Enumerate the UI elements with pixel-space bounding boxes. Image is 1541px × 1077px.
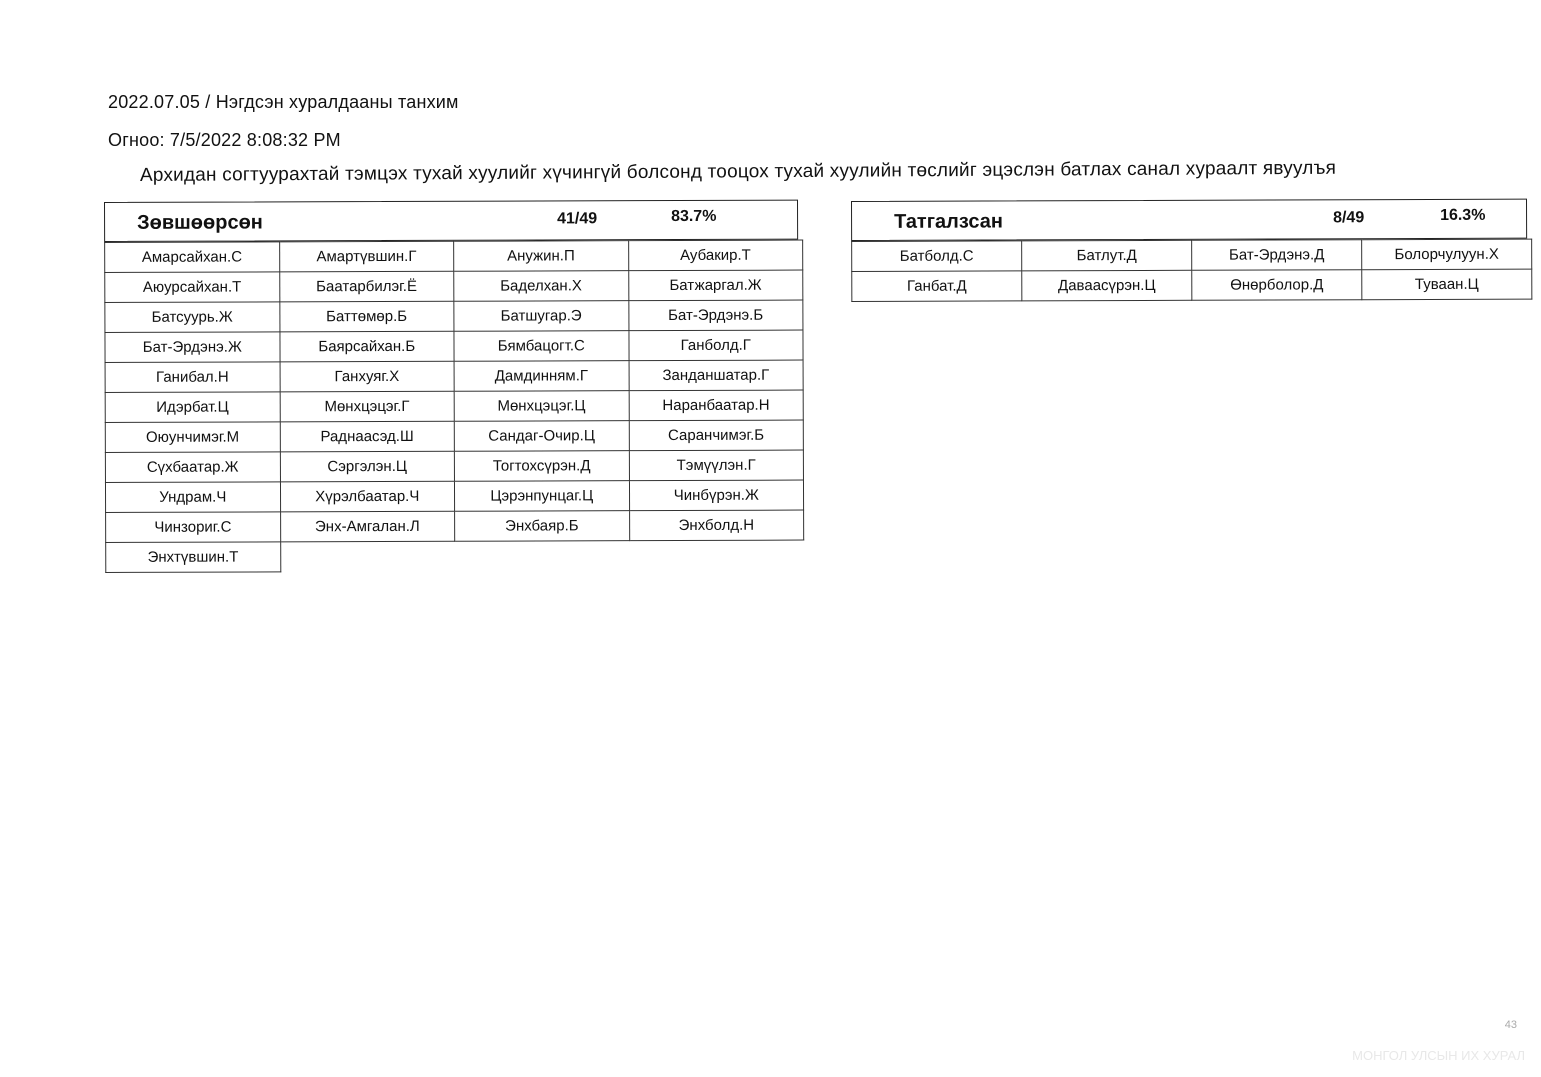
member-name-cell: Амартүвшин.Г (279, 241, 454, 272)
member-name-cell: Хүрэлбаатар.Ч (280, 481, 455, 512)
member-name-cell: Дамдинням.Г (454, 361, 629, 392)
table-row (852, 239, 1532, 271)
member-name-cell: Баатарбилэг.Ё (279, 271, 454, 302)
member-name-cell: Сэргэлэн.Ц (280, 451, 455, 482)
member-name-cell: Ганибал.Н (105, 362, 280, 393)
member-name-cell: Раднаасэд.Ш (280, 421, 455, 452)
session-title: 2022.07.05 / Нэгдсэн хуралдааны танхим (108, 92, 459, 112)
member-name-cell: Аубакир.Т (628, 240, 803, 271)
member-name-cell: Болорчулуун.Х (1362, 239, 1532, 270)
member-name-cell: Бямбацогт.С (454, 331, 629, 362)
member-name-cell: Ундрам.Ч (105, 482, 280, 513)
member-name-cell: Бат-Эрдэнэ.Б (628, 300, 803, 331)
table-row (105, 270, 803, 302)
table-row (852, 269, 1532, 301)
member-name-cell: Чинбүрэн.Ж (629, 480, 804, 511)
table-row (105, 420, 803, 452)
member-name-cell: Тогтохсүрэн.Д (454, 451, 629, 482)
member-name-cell: Сүхбаатар.Ж (105, 452, 280, 483)
vote-date: Огноо: 7/5/2022 8:08:32 PM (108, 130, 341, 150)
member-name-cell: Баделхан.Х (454, 271, 629, 302)
member-name-cell: Батлут.Д (1022, 240, 1192, 271)
member-name-cell: Занданшатар.Г (629, 360, 804, 391)
member-name-cell: Мөнхцэцэг.Ц (454, 391, 629, 422)
table-row (105, 480, 803, 512)
table-row (106, 540, 804, 572)
rejected-count: 8/49 (1333, 209, 1365, 227)
motion-text: Архидан согтуурахтай тэмцэх тухай хуулийг хүчингүй болсонд тооцох тухай хуулийн төслийг эцэслэн батлах санал хураалт явуулъя (139, 157, 1337, 186)
member-name-cell: Энхтүвшин.Т (106, 542, 281, 573)
table-row (105, 330, 803, 362)
empty-cell (280, 541, 455, 572)
empty-cell (629, 540, 804, 571)
table-row (105, 390, 803, 422)
approved-percent: 83.7% (671, 207, 717, 226)
approved-title: Зөвшөөрсөн (137, 211, 263, 234)
page-number: 43 (1504, 1019, 1517, 1031)
member-name-cell: Батсуурь.Ж (105, 302, 280, 333)
member-name-cell: Энхболд.Н (629, 510, 804, 541)
table-row (105, 240, 803, 272)
member-name-cell: Ганболд.Г (628, 330, 803, 361)
member-name-cell: Сандаг-Очир.Ц (454, 421, 629, 452)
member-name-cell: Батжаргал.Ж (628, 270, 803, 301)
member-name-cell: Бат-Эрдэнэ.Д (1192, 240, 1362, 271)
member-name-cell: Амарсайхан.С (105, 242, 280, 273)
rejected-header (851, 199, 1527, 241)
member-name-cell: Саранчимэг.Б (629, 420, 804, 451)
table-row (105, 450, 803, 482)
parliament-watermark: МОНГОЛ УЛСЫН ИХ ХУРАЛ (1352, 1048, 1525, 1063)
member-name-cell: Бат-Эрдэнэ.Ж (105, 332, 280, 363)
rejected-title: Татгалзсан (894, 210, 1003, 233)
member-name-cell: Чинзориг.С (106, 512, 281, 543)
member-name-cell: Энхбаяр.Б (455, 511, 630, 542)
member-name-cell: Өнөрболор.Д (1192, 270, 1362, 301)
member-name-cell: Батшугар.Э (454, 301, 629, 332)
member-name-cell: Батболд.С (852, 241, 1022, 272)
table-row (105, 300, 803, 332)
member-name-cell: Баярсайхан.Б (279, 331, 454, 362)
table-row (106, 510, 804, 542)
member-name-cell: Мөнхцэцэг.Г (280, 391, 455, 422)
member-name-cell: Наранбаатар.Н (629, 390, 804, 421)
member-name-cell: Ганбат.Д (852, 271, 1022, 302)
approved-count: 41/49 (557, 210, 598, 228)
rejected-votes-block (851, 199, 1527, 302)
member-name-cell: Энх-Амгалан.Л (280, 511, 455, 542)
member-name-cell: Аюурсайхан.Т (105, 272, 280, 303)
table-row (105, 360, 803, 392)
rejected-names-table (851, 239, 1532, 302)
member-name-cell: Оюунчимэг.М (105, 422, 280, 453)
member-name-cell: Идэрбат.Ц (105, 392, 280, 423)
member-name-cell: Баттөмөр.Б (279, 301, 454, 332)
empty-cell (455, 541, 630, 572)
member-name-cell: Анужин.П (454, 241, 629, 272)
member-name-cell: Тэмүүлэн.Г (629, 450, 804, 481)
member-name-cell: Туваан.Ц (1362, 269, 1532, 300)
rejected-percent: 16.3% (1440, 206, 1486, 224)
member-name-cell: Цэрэнпунцаг.Ц (454, 481, 629, 512)
approved-header (104, 200, 798, 242)
approved-votes-block (104, 200, 799, 573)
member-name-cell: Даваасүрэн.Ц (1022, 270, 1192, 301)
approved-names-table (104, 240, 804, 573)
member-name-cell: Ганхуяг.Х (280, 361, 455, 392)
